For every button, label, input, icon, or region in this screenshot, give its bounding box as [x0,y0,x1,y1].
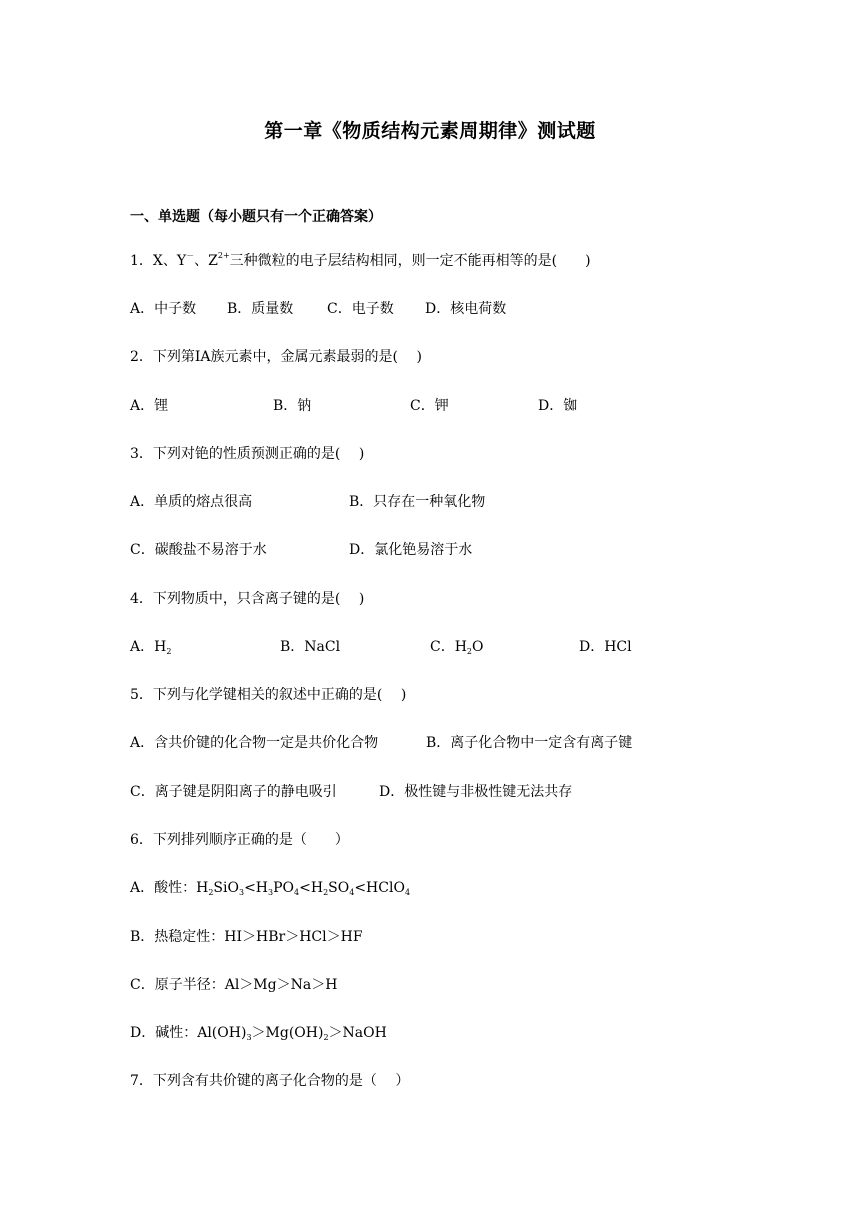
q6-a-subscript: 3 [268,888,274,897]
page-title: 第一章《物质结构元素周期律》测试题 [264,120,596,142]
q4-option-c [430,637,484,657]
q5-option-a: A．含共价键的化合物一定是共价化合物 [130,735,379,751]
q1-option-d: D．核电荷数 [425,301,507,317]
q2-option-b: B．钠 [273,398,312,414]
question-5-stem: 5．下列与化学键相关的叙述中正确的是( ) [130,687,407,703]
question-2-stem: 2．下列第IA族元素中，金属元素最弱的是( ) [130,349,422,365]
q6-a-subscript: 2 [208,888,214,897]
q6-a-subscript: 3 [238,888,245,897]
question-1-stem [130,251,591,271]
q4-option-a [130,637,171,657]
q6-a-text: SiO [213,880,239,896]
q5-option-d: D．极性键与非极性键无法共存 [379,784,573,800]
q6-a-text: <H [244,880,269,896]
q6-a-text: A．酸性：H [130,880,209,896]
q3-option-a: A．单质的熔点很高 [130,494,253,510]
q6-a-text: SO [328,880,350,896]
q6-a-subscript: 4 [349,888,355,897]
section-heading: 一、单选题（每小题只有一个正确答案） [130,209,382,225]
q6-d-text: ＞NaOH [328,1025,387,1041]
q4-option-c-text: O [472,639,484,655]
q2-option-c: C．钾 [410,398,449,414]
question-6-stem: 6．下列排列顺序正确的是（ ） [130,832,349,848]
q5-option-c: C．离子键是阴阳离子的静电吸引 [130,784,337,800]
q1-stem-part: 1．X、Y [130,253,187,269]
q4-option-c-subscript: 2 [466,647,473,656]
q1-option-b: B．质量数 [227,301,294,317]
q1-z-charge: 2+ [217,251,230,260]
q6-option-a [130,878,410,898]
q6-a-text: <H [299,880,324,896]
q1-stem-part: 、Z [194,253,218,269]
q3-option-d: D．氯化铯易溶于水 [349,542,473,558]
q2-option-a: A．锂 [130,398,169,414]
q6-option-c: C．原子半径：Al＞Mg＞Na＞H [130,977,338,993]
q4-option-d: D．HCl [579,639,632,655]
q6-a-subscript: 2 [323,888,329,897]
q5-option-b: B．离子化合物中一定含有离子键 [426,735,633,751]
q4-option-a-subscript: 2 [166,647,172,656]
q1-option-a: A．中子数 [130,301,197,317]
q1-option-c: C．电子数 [327,301,394,317]
question-7-stem: 7．下列含有共价键的离子化合物的是（ ） [130,1073,410,1089]
q6-d-subscript: 3 [246,1033,252,1042]
q6-d-text: D．碱性：Al(OH) [130,1025,247,1041]
q4-option-a-text: A．H [130,639,167,655]
q6-a-subscript: 4 [294,888,300,897]
q1-y-charge: － [186,251,195,260]
q4-option-c-text: C．H [430,639,467,655]
q2-option-d: D．铷 [538,398,578,414]
q6-option-d [130,1023,387,1043]
q6-d-subscript: 2 [323,1033,329,1042]
q4-option-b: B．NaCl [280,639,341,655]
q6-a-subscript: 4 [404,888,411,897]
q6-option-b: B．热稳定性：HI＞HBr＞HCl＞HF [130,929,363,945]
question-4-stem: 4．下列物质中，只含离子键的是( ) [130,591,365,607]
q1-stem-part: 三种微粒的电子层结构相同，则一定不能再相等的是( ) [229,253,591,269]
question-3-stem: 3．下列对铯的性质预测正确的是( ) [130,446,365,462]
q3-option-b: B．只存在一种氧化物 [349,494,486,510]
q6-a-text: PO [273,880,295,896]
q6-a-text: <HClO [354,880,405,896]
q6-d-text: ＞Mg(OH) [251,1025,324,1041]
q3-option-c: C．碳酸盐不易溶于水 [130,542,267,558]
